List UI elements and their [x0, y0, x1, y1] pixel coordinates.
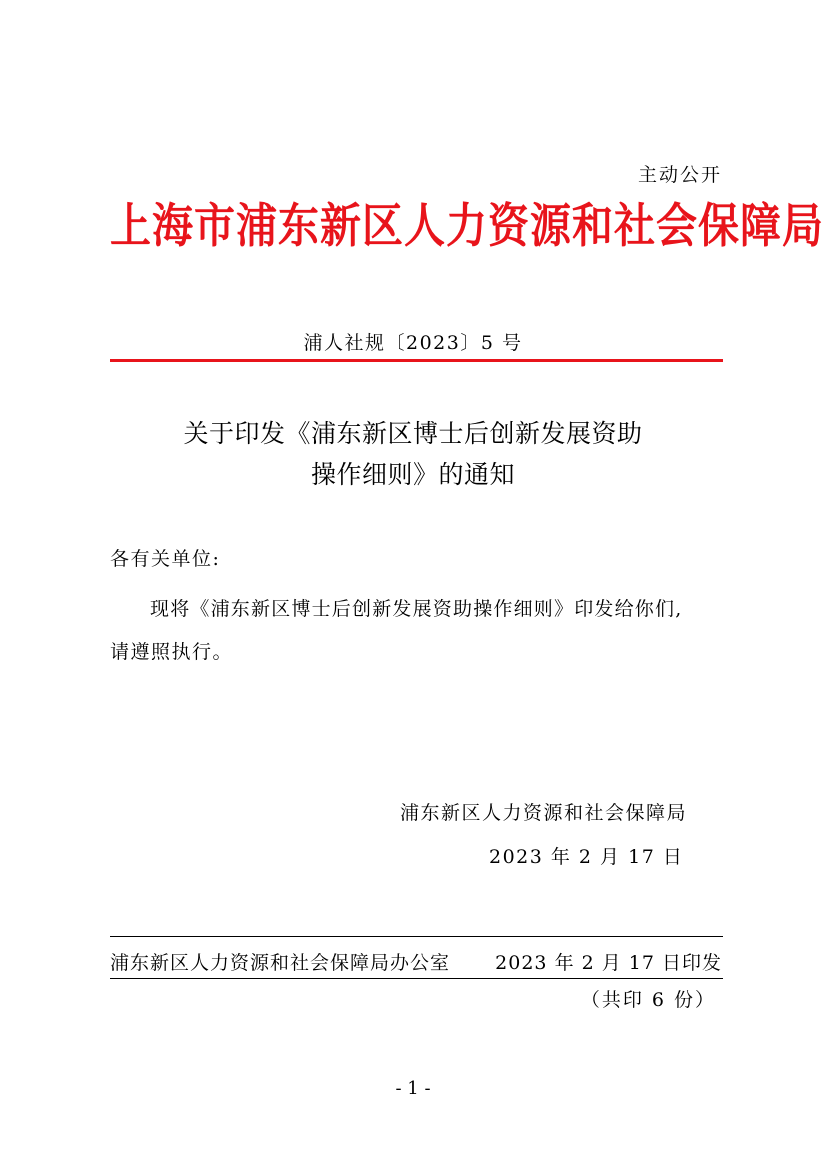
red-divider — [110, 359, 723, 362]
print-office: 浦东新区人力资源和社会保障局办公室 — [110, 952, 451, 974]
copies-count: （共印 6 份） — [580, 989, 716, 1011]
notice-title-line-2: 操作细则》的通知 — [310, 460, 515, 489]
body-paragraph-line-1: 现将《浦东新区博士后创新发展资助操作细则》印发给你们, — [150, 598, 683, 620]
disclosure-label: 主动公开 — [637, 164, 722, 186]
issuer-title: 上海市浦东新区人力资源和社会保障局 — [110, 198, 824, 254]
signer-name: 浦东新区人力资源和社会保障局 — [400, 802, 688, 824]
document-number: 浦人社规〔2023〕5 号 — [303, 332, 523, 354]
print-date: 2023 年 2 月 17 日印发 — [495, 952, 722, 974]
notice-title-line-1: 关于印发《浦东新区博士后创新发展资助 — [183, 419, 643, 448]
footer-bottom-rule — [110, 978, 723, 979]
page-number: - 1 - — [395, 1078, 431, 1099]
body-paragraph-line-2: 请遵照执行。 — [110, 641, 234, 663]
footer-top-rule — [110, 936, 723, 937]
salutation: 各有关单位: — [110, 548, 221, 570]
signature-date: 2023 年 2 月 17 日 — [489, 846, 684, 868]
